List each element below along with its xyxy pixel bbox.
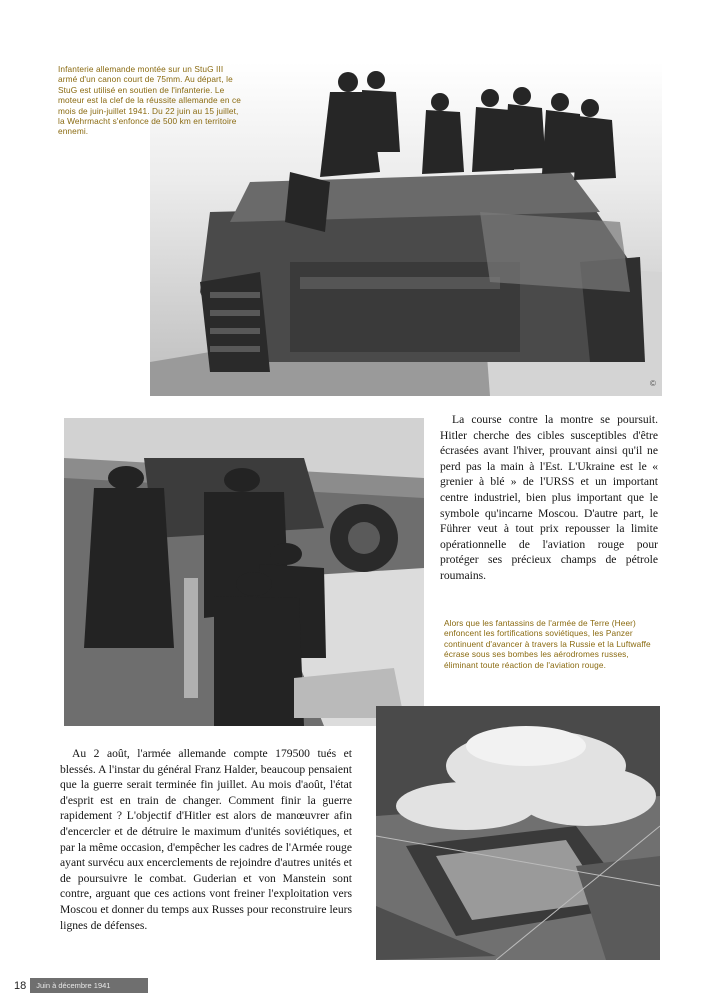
body-paragraph-right — [440, 412, 658, 584]
body-paragraph-left-text: Au 2 août, l'armée allemande compte 179500 tués et blessés. A l'instar du général Franz Halder, beaucoup pensaient que la guerre serait terminée fin juillet. Au mois d'août, l'état d'esprit est en train de changer. Comment finir la guerre rapidement ? L'objectif d'Hitler est alors de manœuvrer afin d'encercler et de détruire le maximum d'unités soviétiques, et par la même occasion, d'empêcher les cadres de l'Armée rouge ayant survécu aux encerclements de rejoindre d'autres unités et de poursuivre le combat. Guderian et von Manstein sont contre, arguant que ces actions vont freiner l'exploitation vers Moscou et donner du temps aux Russes pour reconstruire leurs lignes de défenses. — [60, 747, 352, 932]
photo-soldiers-gun — [64, 418, 424, 726]
body-paragraph-right-text: La course contre la montre se poursuit. Hitler cherche des cibles susceptibles d'être écrasées avant l'hiver, prouvant ainsi qu'il ne perd pas la main à l'Est. L'Ukraine est le « grenier à blé » de l'URSS et un important centre industriel, bien plus important que le symbole qu'incarne Moscou. D'autre part, le Führer veut à tout prix repousser la limite opérationnelle de l'aviation rouge pour protéger ses précieux champs de pétrole roumains. — [440, 413, 658, 582]
photo-aerial-bombing — [376, 706, 660, 960]
page-footer — [14, 978, 148, 993]
body-paragraph-left — [60, 746, 352, 933]
caption-top: Infanterie allemande montée sur un StuG III armé d'un canon court de 75mm. Au départ, le StuG est utilisé en soutien de l'infanterie. Le moteur est la clef de la réussite allemande en ce mois de juin-juillet 1941. Du 22 juin au 15 juillet, la Wehrmacht s'enfonce de 500 km en territoire ennemi. — [58, 64, 241, 137]
page-number: 18 — [14, 979, 27, 992]
photo-credit-mark: © — [650, 379, 656, 388]
caption-right: Alors que les fantassins de l'armée de Terre (Heer) enfoncent les fortifications soviétiques, les Panzer continuent d'avancer à travers la Russie et la Luftwaffe écrase sous ses bombes les aérodromes russes, éliminant toute réaction de l'aviation rouge. — [444, 618, 651, 670]
footer-band: Juin à décembre 1941 — [30, 978, 148, 993]
